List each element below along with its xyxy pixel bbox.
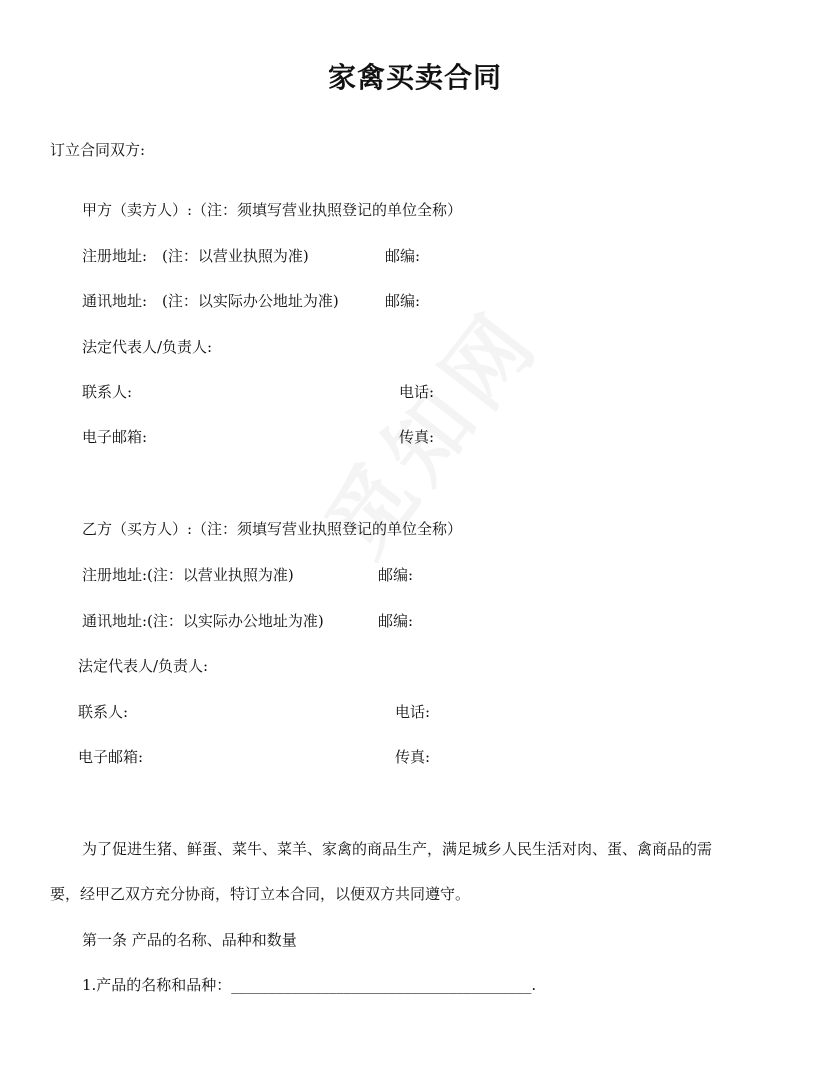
party-b-mail-postcode: 邮编: bbox=[378, 612, 414, 630]
party-b-heading: 乙方（买方人）:（注：须填写营业执照登记的单位全称） bbox=[82, 520, 463, 538]
party-a-contact: 联系人: bbox=[82, 383, 133, 401]
party-a-mail-postcode: 邮编: bbox=[385, 292, 421, 310]
paragraph-line-1: 为了促进生猪、鲜蛋、菜牛、菜羊、家禽的商品生产，满足城乡人民生活对肉、蛋、禽商品的需 bbox=[82, 840, 713, 858]
article-1-item-1: 1.产品的名称和品种：________________________________________. bbox=[82, 976, 537, 994]
party-a-mail-address: 通讯地址: (注：以实际办公地址为准) bbox=[82, 292, 339, 310]
party-a-reg-address: 注册地址: (注：以营业执照为准) bbox=[82, 247, 309, 265]
party-b-legal-rep: 法定代表人/负责人: bbox=[78, 657, 209, 675]
party-a-heading: 甲方（卖方人）:（注：须填写营业执照登记的单位全称） bbox=[82, 201, 463, 219]
party-b-reg-address: 注册地址:(注：以营业执照为准) bbox=[82, 566, 294, 584]
party-b-mail-address: 通讯地址:(注：以实际办公地址为准) bbox=[82, 612, 324, 630]
party-b-fax: 传真: bbox=[395, 748, 431, 766]
party-a-email: 电子邮箱: bbox=[82, 428, 148, 446]
document-title: 家禽买卖合同 bbox=[327, 61, 502, 94]
party-a-reg-postcode: 邮编: bbox=[385, 247, 421, 265]
party-b-email: 电子邮箱: bbox=[78, 748, 144, 766]
party-a-phone: 电话: bbox=[399, 383, 435, 401]
article-1-title: 第一条 产品的名称、品种和数量 bbox=[82, 931, 297, 949]
party-a-legal-rep: 法定代表人/负责人: bbox=[82, 338, 213, 356]
paragraph-line-2: 要，经甲乙双方充分协商，特订立本合同，以便双方共同遵守。 bbox=[50, 885, 471, 903]
party-a-fax: 传真: bbox=[399, 428, 435, 446]
party-b-reg-postcode: 邮编: bbox=[378, 566, 414, 584]
party-b-phone: 电话: bbox=[395, 703, 431, 721]
party-b-contact: 联系人: bbox=[78, 703, 129, 721]
intro-heading: 订立合同双方: bbox=[50, 141, 146, 159]
